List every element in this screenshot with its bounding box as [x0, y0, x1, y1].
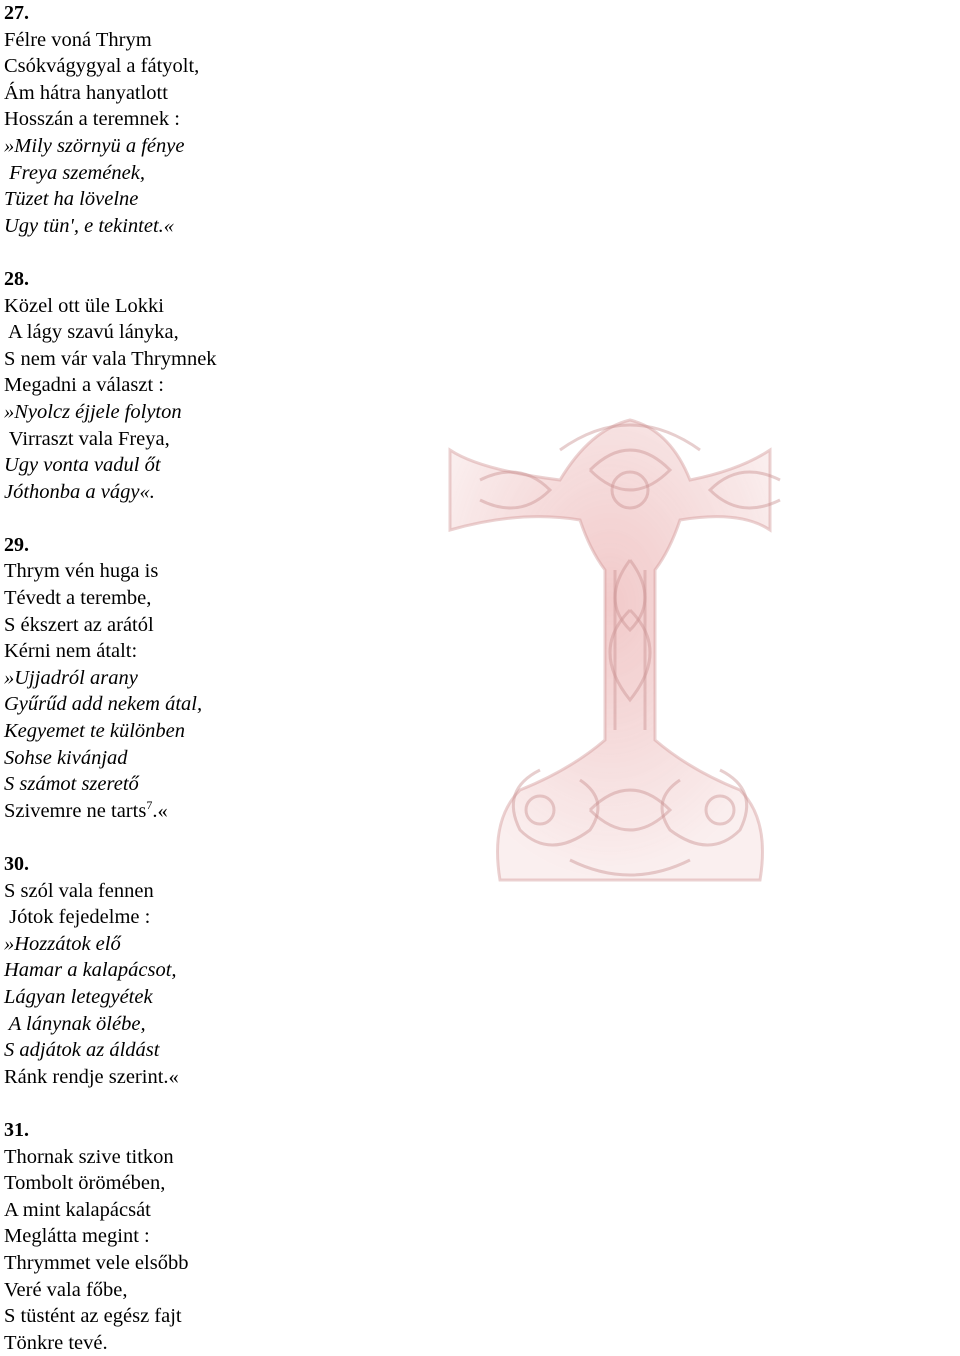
verse-line: Ugy tün', e tekintet.«: [4, 214, 175, 237]
verse-line: »Hozzátok elő: [4, 932, 121, 955]
verse-line: Közel ott üle Lokki: [4, 294, 164, 317]
verse-line: S szól vala fennen: [4, 879, 154, 902]
verse-line: Kérni nem átalt:: [4, 640, 138, 663]
verse-line: Thrym vén huga is: [4, 560, 159, 583]
verse-line: Ugy vonta vadul őt: [4, 454, 161, 477]
stanza: [4, 0, 304, 239]
stanza: [4, 1117, 304, 1356]
verse-line: A lánynak ölébe,: [4, 1012, 146, 1035]
footnote-marker: 7: [146, 797, 153, 812]
verse-line: Hosszán a teremnek :: [4, 108, 180, 131]
verse-line: Freya szemének,: [4, 161, 145, 184]
verse-line: A lágy szavú lányka,: [4, 321, 179, 344]
stanza-gap: [4, 505, 304, 532]
verse-line: Tévedt a terembe,: [4, 587, 152, 610]
verse-line: Veré vala főbe,: [4, 1278, 128, 1301]
verse-line: S számot szerető: [4, 773, 139, 796]
poem-text: [4, 0, 304, 1356]
verse-line: Kegyemet te különben: [4, 720, 186, 743]
verse-line: Megadni a választ :: [4, 374, 164, 397]
stanza: [4, 851, 304, 1090]
thors-hammer-icon: [300, 410, 960, 890]
verse-line: Jótok fejedelme :: [4, 906, 151, 929]
verse-line: Tüzet ha lövelne: [4, 188, 139, 211]
stanza-number: 29.: [4, 533, 29, 556]
verse-line: S ékszert az arától: [4, 613, 154, 636]
verse-line: Thrymmet vele elsőbb: [4, 1251, 189, 1274]
verse-line: Ám hátra hanyatlott: [4, 81, 168, 104]
verse-line: Sohse kivánjad: [4, 746, 128, 769]
stanza: [4, 532, 304, 825]
verse-line: Virraszt vala Freya,: [4, 427, 170, 450]
stanza-gap: [4, 239, 304, 266]
stanza: [4, 266, 304, 505]
verse-line: Gyűrűd add nekem átal,: [4, 693, 203, 716]
verse-line: S tüstént az egész fajt: [4, 1305, 182, 1328]
stanza-gap: [4, 1090, 304, 1117]
verse-line: »Mily szörnyü a fénye: [4, 134, 185, 157]
verse-line: Szivemre ne tarts$^7$.«: [4, 797, 168, 822]
verse-line: Ránk rendje szerint.«: [4, 1065, 179, 1088]
verse-line: S adjátok az áldást: [4, 1039, 160, 1062]
verse-line: Thornak szive titkon: [4, 1145, 174, 1168]
verse-line: Jóthonba a vágy«.: [4, 480, 155, 503]
verse-line: S nem vár vala Thrymnek: [4, 347, 217, 370]
verse-line: Tombolt örömében,: [4, 1172, 166, 1195]
verse-line: A mint kalapácsát: [4, 1198, 151, 1221]
verse-line: Csókvágygyal a fátyolt,: [4, 55, 200, 78]
stanza-number: 28.: [4, 267, 29, 290]
verse-line: Félre voná Thrym: [4, 28, 152, 51]
stanza-number: 31.: [4, 1118, 29, 1141]
stanza-number: 27.: [4, 2, 29, 24]
stanza-gap: [4, 824, 304, 851]
verse-line: Meglátta megint :: [4, 1225, 150, 1248]
verse-line: »Ujjadról arany: [4, 666, 138, 689]
verse-line: Tönkre tevé.: [4, 1331, 108, 1354]
verse-line: Hamar a kalapácsot,: [4, 959, 177, 982]
verse-line: Lágyan letegyétek: [4, 985, 153, 1008]
verse-line: »Nyolcz éjjele folyton: [4, 400, 182, 423]
stanza-number: 30.: [4, 853, 29, 875]
